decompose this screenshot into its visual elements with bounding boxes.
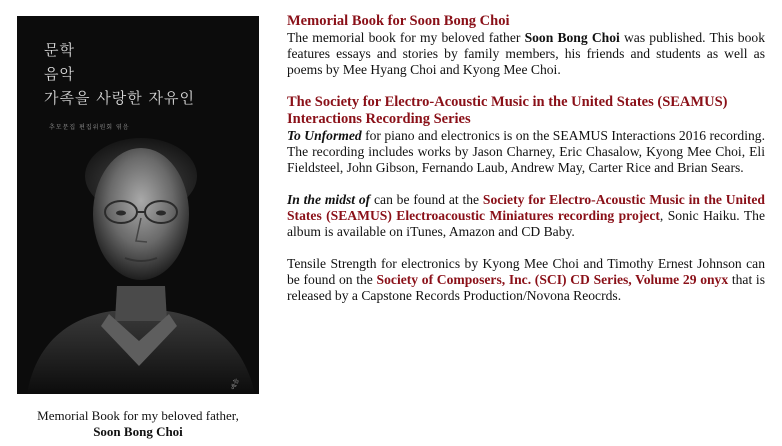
caption-name: Soon Bong Choi <box>93 424 183 439</box>
portrait-photo <box>17 136 259 394</box>
cover-title-line: 가족을 사랑한 자유인 <box>44 89 195 107</box>
text: , Sonic Haiku. The album is available on iTunes, Amazon and CD Baby. <box>287 208 765 239</box>
text: can be found at the <box>370 192 483 207</box>
section-heading: The Society for Electro-Acoustic Music in the United States (SEAMUS) Interactions Recording Series <box>287 94 728 127</box>
book-cover-image <box>17 16 259 394</box>
section-paragraph <box>287 128 765 176</box>
book-column <box>17 16 259 440</box>
seamus-miniatures-link[interactable]: Society for Electro-Acoustic Music in the United States (SEAMUS) Electroacoustic Miniatures recording project <box>287 192 765 223</box>
section-paragraph <box>287 30 765 78</box>
section-tensile <box>287 256 765 304</box>
cover-title-line: 음악 <box>44 65 75 83</box>
section-midst <box>287 192 765 240</box>
person-name: Soon Bong Choi <box>524 30 620 45</box>
work-title: In the midst of <box>287 192 371 207</box>
sci-cd-series-link[interactable]: Society of Composers, Inc. (SCI) CD Series, Volume 29 onyx <box>376 272 729 287</box>
news-column <box>287 13 765 320</box>
text: that is released by a Capstone Records Production/Novona Reocrds. <box>287 272 766 303</box>
cover-title <box>44 38 195 110</box>
section-paragraph <box>287 192 765 240</box>
cover-subtitle: 추모문집 편집위원회 엮음 <box>49 124 130 131</box>
text: The memorial book for my beloved father <box>287 30 525 45</box>
section-memorial <box>287 13 765 78</box>
work-title: To Unformed <box>287 128 362 143</box>
publisher-logo: 예솔 <box>230 377 241 391</box>
section-seamus <box>287 94 765 176</box>
cover-title-line: 문학 <box>44 41 75 59</box>
text: Tensile Strength for electronics by Kyong Mee Choi and Timothy Ernest Johnson can be found on the <box>287 256 765 287</box>
section-paragraph <box>287 256 765 304</box>
caption-line: Memorial Book for my beloved father, <box>37 408 239 423</box>
text: was published. This book features essays and stories by family members, his friends and students as well as poems by Mee Hyang Choi and Kyong Mee Choi. <box>287 30 765 77</box>
book-caption <box>17 408 259 440</box>
text: for piano and electronics is on the SEAMUS Interactions 2016 recording. The recording includes works by Jason Charney, Eric Chasalow, Kyong Mee Choi, Eli Fieldsteel, John Gibson, Fernando Laub, Andrew May, Carter Rice and Brian Sears. <box>287 128 766 175</box>
section-heading: Memorial Book for Soon Bong Choi <box>287 13 510 29</box>
